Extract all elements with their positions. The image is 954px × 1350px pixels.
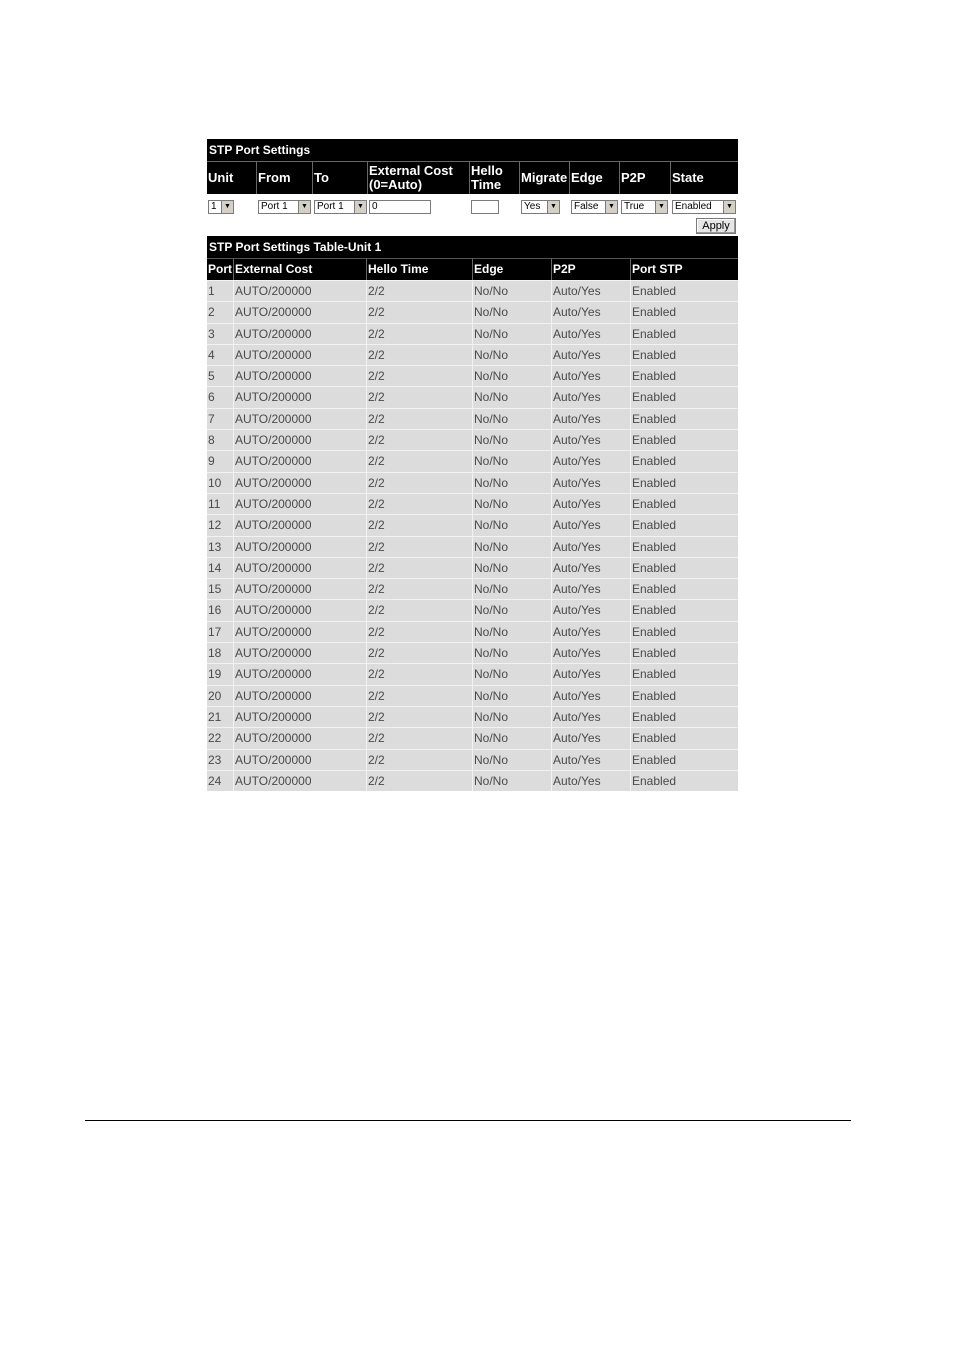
cell-p2p: Auto/Yes — [552, 387, 631, 407]
table-title: STP Port Settings Table-Unit 1 — [207, 236, 738, 258]
cell-p2p: Auto/Yes — [552, 409, 631, 429]
cell-port-stp: Enabled — [632, 347, 677, 362]
cell-port-stp: Enabled — [632, 646, 677, 661]
unit-select-value: 1 — [211, 201, 217, 212]
chevron-down-icon: ▼ — [723, 201, 735, 213]
cell-port-stp: Enabled — [632, 539, 677, 554]
cell-hello-time: 2/2 — [367, 537, 473, 557]
settings-input-row — [207, 194, 738, 216]
cell-port: 9 — [207, 451, 234, 471]
cell-edge: No/No — [473, 494, 552, 514]
cell-hello-time: 2/2 — [367, 750, 473, 770]
header-external-cost-line2: (0=Auto) — [369, 177, 423, 192]
cell-port: 10 — [207, 473, 234, 493]
cell-hello-time: 2/2 — [367, 345, 473, 365]
cell-edge: No/No — [473, 302, 552, 322]
cell-edge: No/No — [473, 537, 552, 557]
page-divider — [85, 1120, 851, 1121]
column-header-port: Port — [207, 259, 234, 280]
table-row — [207, 727, 738, 748]
cell-p2p: Auto/Yes — [552, 451, 631, 471]
cell-port-stp: Enabled — [632, 454, 677, 469]
header-migrate: Migrate — [520, 162, 570, 194]
hello-time-input[interactable] — [471, 200, 499, 214]
table-row — [207, 301, 738, 322]
cell-p2p: Auto/Yes — [552, 643, 631, 663]
cell-p2p: Auto/Yes — [552, 771, 631, 791]
cell-p2p: Auto/Yes — [552, 473, 631, 493]
header-external-cost-line1: External Cost — [369, 163, 453, 178]
cell-port: 3 — [207, 324, 234, 344]
cell-p2p: Auto/Yes — [552, 537, 631, 557]
cell-port-stp: Enabled — [632, 582, 677, 597]
stp-port-settings-panel — [207, 139, 738, 791]
state-select[interactable] — [672, 200, 736, 214]
column-header-p2p: P2P — [552, 259, 631, 280]
cell-hello-time: 2/2 — [367, 664, 473, 684]
cell-edge: No/No — [473, 430, 552, 450]
cell-hello-time: 2/2 — [367, 686, 473, 706]
header-hello-time — [470, 162, 520, 194]
cell-hello-time: 2/2 — [367, 707, 473, 727]
cell-p2p: Auto/Yes — [552, 579, 631, 599]
header-from: From — [257, 162, 313, 194]
cell-port: 21 — [207, 707, 234, 727]
table-row — [207, 621, 738, 642]
chevron-down-icon: ▼ — [547, 201, 559, 213]
header-to: To — [313, 162, 368, 194]
table-row — [207, 493, 738, 514]
cell-external-cost: AUTO/200000 — [234, 494, 367, 514]
cell-port-stp: Enabled — [632, 475, 677, 490]
cell-port-stp: Enabled — [632, 411, 677, 426]
unit-select[interactable] — [208, 200, 234, 214]
header-state: State — [672, 170, 704, 185]
header-unit: Unit — [207, 162, 257, 194]
cell-external-cost: AUTO/200000 — [234, 451, 367, 471]
cell-port: 18 — [207, 643, 234, 663]
cell-edge: No/No — [473, 750, 552, 770]
table-header-row — [207, 258, 738, 280]
cell-edge: No/No — [473, 686, 552, 706]
cell-external-cost: AUTO/200000 — [234, 345, 367, 365]
header-external-cost — [368, 162, 470, 194]
table-row — [207, 706, 738, 727]
cell-port-stp: Enabled — [632, 390, 677, 405]
cell-edge: No/No — [473, 473, 552, 493]
header-edge: Edge — [570, 162, 620, 194]
cell-port: 14 — [207, 558, 234, 578]
from-port-value: Port 1 — [261, 201, 288, 212]
cell-port-stp: Enabled — [632, 305, 677, 320]
from-port-select[interactable] — [258, 200, 311, 214]
cell-edge: No/No — [473, 451, 552, 471]
edge-value: False — [574, 201, 599, 212]
column-header-hello-time: Hello Time — [367, 259, 473, 280]
cell-hello-time: 2/2 — [367, 515, 473, 535]
cell-port-stp: Enabled — [632, 752, 677, 767]
cell-hello-time: 2/2 — [367, 302, 473, 322]
cell-port: 7 — [207, 409, 234, 429]
cell-edge: No/No — [473, 707, 552, 727]
cell-port: 15 — [207, 579, 234, 599]
cell-edge: No/No — [473, 281, 552, 301]
cell-port-stp: Enabled — [632, 624, 677, 639]
cell-external-cost: AUTO/200000 — [234, 473, 367, 493]
cell-port-stp: Enabled — [632, 709, 677, 724]
table-row — [207, 749, 738, 770]
cell-port-stp: Enabled — [632, 369, 677, 384]
cell-hello-time: 2/2 — [367, 771, 473, 791]
cell-external-cost: AUTO/200000 — [234, 302, 367, 322]
table-row — [207, 408, 738, 429]
cell-external-cost: AUTO/200000 — [234, 558, 367, 578]
p2p-select[interactable] — [621, 200, 668, 214]
cell-p2p: Auto/Yes — [552, 686, 631, 706]
chevron-down-icon: ▼ — [354, 201, 366, 213]
cell-external-cost: AUTO/200000 — [234, 771, 367, 791]
cell-external-cost: AUTO/200000 — [234, 750, 367, 770]
cell-external-cost: AUTO/200000 — [234, 622, 367, 642]
apply-row — [207, 216, 738, 236]
cell-hello-time: 2/2 — [367, 643, 473, 663]
settings-title: STP Port Settings — [207, 139, 738, 161]
table-row — [207, 599, 738, 620]
cell-p2p: Auto/Yes — [552, 302, 631, 322]
cell-p2p: Auto/Yes — [552, 664, 631, 684]
table-body — [207, 280, 738, 791]
cell-hello-time: 2/2 — [367, 494, 473, 514]
cell-edge: No/No — [473, 771, 552, 791]
cell-edge: No/No — [473, 387, 552, 407]
cell-hello-time: 2/2 — [367, 324, 473, 344]
table-row — [207, 344, 738, 365]
column-header-port-stp: Port STP — [632, 262, 683, 276]
cell-port: 11 — [207, 494, 234, 514]
cell-p2p: Auto/Yes — [552, 707, 631, 727]
cell-port: 1 — [207, 281, 234, 301]
table-row — [207, 429, 738, 450]
cell-hello-time: 2/2 — [367, 622, 473, 642]
cell-hello-time: 2/2 — [367, 430, 473, 450]
cell-external-cost: AUTO/200000 — [234, 515, 367, 535]
cell-p2p: Auto/Yes — [552, 515, 631, 535]
cell-external-cost: AUTO/200000 — [234, 387, 367, 407]
cell-p2p: Auto/Yes — [552, 600, 631, 620]
cell-port-stp: Enabled — [632, 433, 677, 448]
table-row — [207, 386, 738, 407]
cell-port: 19 — [207, 664, 234, 684]
chevron-down-icon: ▼ — [605, 201, 617, 213]
table-row — [207, 663, 738, 684]
cell-port: 17 — [207, 622, 234, 642]
cell-edge: No/No — [473, 558, 552, 578]
apply-button[interactable]: Apply — [696, 218, 736, 234]
cell-port-stp: Enabled — [632, 603, 677, 618]
header-p2p: P2P — [620, 162, 671, 194]
cell-p2p: Auto/Yes — [552, 750, 631, 770]
cell-hello-time: 2/2 — [367, 579, 473, 599]
cell-external-cost: AUTO/200000 — [234, 664, 367, 684]
cell-external-cost: AUTO/200000 — [234, 281, 367, 301]
chevron-down-icon: ▼ — [655, 201, 667, 213]
cell-hello-time: 2/2 — [367, 473, 473, 493]
cell-hello-time: 2/2 — [367, 600, 473, 620]
cell-port: 23 — [207, 750, 234, 770]
cell-p2p: Auto/Yes — [552, 728, 631, 748]
table-row — [207, 514, 738, 535]
chevron-down-icon: ▼ — [221, 201, 233, 213]
cell-p2p: Auto/Yes — [552, 558, 631, 578]
cell-hello-time: 2/2 — [367, 387, 473, 407]
cell-external-cost: AUTO/200000 — [234, 600, 367, 620]
cell-edge: No/No — [473, 366, 552, 386]
cell-hello-time: 2/2 — [367, 409, 473, 429]
cell-hello-time: 2/2 — [367, 281, 473, 301]
cell-external-cost: AUTO/200000 — [234, 324, 367, 344]
cell-port: 13 — [207, 537, 234, 557]
cell-edge: No/No — [473, 728, 552, 748]
chevron-down-icon: ▼ — [298, 201, 310, 213]
table-row — [207, 365, 738, 386]
p2p-value: True — [624, 201, 645, 212]
state-value: Enabled — [675, 201, 712, 212]
cell-p2p: Auto/Yes — [552, 281, 631, 301]
cell-external-cost: AUTO/200000 — [234, 537, 367, 557]
cell-port: 20 — [207, 686, 234, 706]
cell-hello-time: 2/2 — [367, 728, 473, 748]
cell-p2p: Auto/Yes — [552, 622, 631, 642]
table-row — [207, 685, 738, 706]
cell-external-cost: AUTO/200000 — [234, 707, 367, 727]
cell-port-stp: Enabled — [632, 667, 677, 682]
cell-port: 24 — [207, 771, 234, 791]
external-cost-input[interactable] — [369, 200, 431, 214]
cell-edge: No/No — [473, 324, 552, 344]
cell-edge: No/No — [473, 345, 552, 365]
cell-edge: No/No — [473, 622, 552, 642]
header-hello-line2: Time — [471, 177, 502, 192]
cell-port-stp: Enabled — [632, 560, 677, 575]
cell-external-cost: AUTO/200000 — [234, 366, 367, 386]
table-row — [207, 472, 738, 493]
edge-select[interactable] — [571, 200, 618, 214]
cell-external-cost: AUTO/200000 — [234, 430, 367, 450]
cell-edge: No/No — [473, 664, 552, 684]
cell-port: 12 — [207, 515, 234, 535]
cell-p2p: Auto/Yes — [552, 324, 631, 344]
cell-hello-time: 2/2 — [367, 558, 473, 578]
cell-port-stp: Enabled — [632, 773, 677, 788]
cell-edge: No/No — [473, 515, 552, 535]
cell-port: 8 — [207, 430, 234, 450]
header-hello-line1: Hello — [471, 163, 503, 178]
cell-edge: No/No — [473, 579, 552, 599]
cell-edge: No/No — [473, 409, 552, 429]
cell-p2p: Auto/Yes — [552, 366, 631, 386]
cell-port: 4 — [207, 345, 234, 365]
table-row — [207, 642, 738, 663]
cell-external-cost: AUTO/200000 — [234, 643, 367, 663]
migrate-select[interactable] — [521, 200, 560, 214]
table-row — [207, 450, 738, 471]
cell-external-cost: AUTO/200000 — [234, 409, 367, 429]
cell-port: 16 — [207, 600, 234, 620]
cell-hello-time: 2/2 — [367, 451, 473, 471]
table-row — [207, 557, 738, 578]
cell-p2p: Auto/Yes — [552, 494, 631, 514]
table-row — [207, 280, 738, 301]
cell-port: 6 — [207, 387, 234, 407]
cell-edge: No/No — [473, 600, 552, 620]
cell-edge: No/No — [473, 643, 552, 663]
cell-port-stp: Enabled — [632, 496, 677, 511]
cell-port-stp: Enabled — [632, 284, 677, 298]
table-row — [207, 323, 738, 344]
to-port-value: Port 1 — [317, 201, 344, 212]
migrate-value: Yes — [524, 201, 541, 212]
table-row — [207, 536, 738, 557]
cell-port-stp: Enabled — [632, 326, 677, 341]
cell-external-cost: AUTO/200000 — [234, 686, 367, 706]
table-row — [207, 578, 738, 599]
table-row — [207, 770, 738, 791]
cell-port-stp: Enabled — [632, 688, 677, 703]
cell-port: 22 — [207, 728, 234, 748]
column-header-edge: Edge — [473, 259, 552, 280]
cell-port-stp: Enabled — [632, 518, 677, 533]
cell-port-stp: Enabled — [632, 731, 677, 746]
cell-external-cost: AUTO/200000 — [234, 728, 367, 748]
settings-header-row — [207, 161, 738, 194]
to-port-select[interactable] — [314, 200, 367, 214]
cell-port: 5 — [207, 366, 234, 386]
column-header-external-cost: External Cost — [234, 259, 367, 280]
cell-p2p: Auto/Yes — [552, 430, 631, 450]
cell-external-cost: AUTO/200000 — [234, 579, 367, 599]
cell-p2p: Auto/Yes — [552, 345, 631, 365]
cell-port: 2 — [207, 302, 234, 322]
cell-hello-time: 2/2 — [367, 366, 473, 386]
